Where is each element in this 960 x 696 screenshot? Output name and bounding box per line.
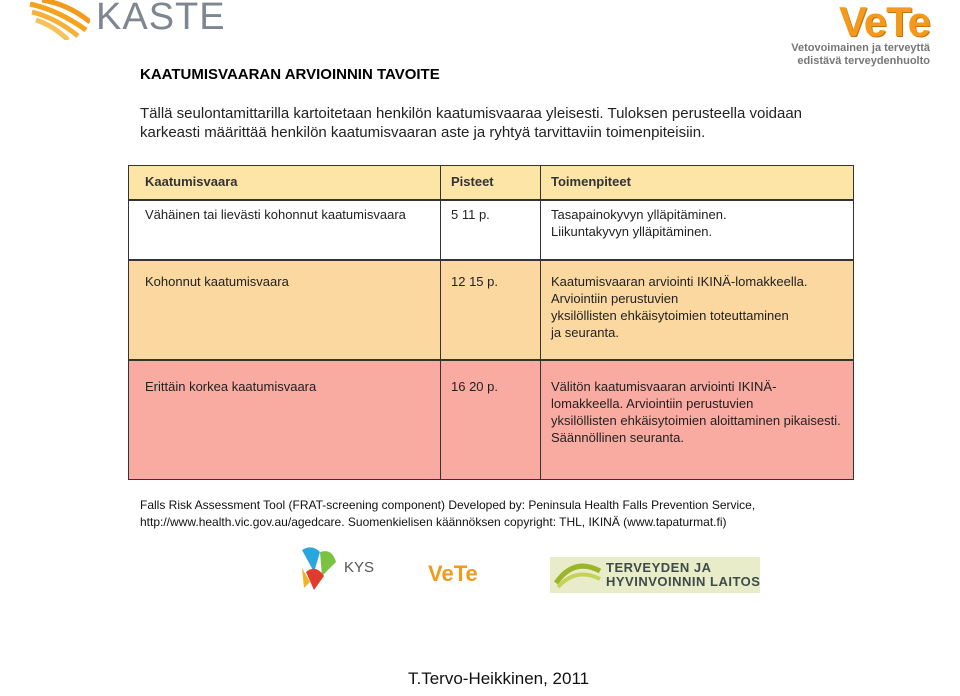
action-line: ja seuranta.: [551, 325, 619, 340]
action-line: Liikuntakyvyn ylläpitäminen.: [551, 224, 713, 239]
risk-label: Vähäinen tai lievästi kohonnut kaatumisvaara: [145, 207, 406, 222]
action-line: Säännöllinen seuranta.: [551, 430, 684, 445]
thl-swoosh-icon: [554, 561, 602, 589]
header-actions: Toimenpiteet: [551, 174, 631, 189]
actions-cell: [551, 273, 841, 341]
actions-cell: [551, 378, 841, 446]
risk-label: Erittäin korkea kaatumisvaara: [145, 379, 317, 394]
thl-line: HYVINVOINNIN LAITOS: [606, 574, 761, 589]
action-line: Tasapainokyvyn ylläpitäminen.: [551, 207, 727, 222]
vete-logo-small: VeTe: [428, 561, 478, 586]
action-line: Välitön kaatumisvaaran arviointi IKINÄ-: [551, 379, 777, 394]
points-value: 5 11 p.: [451, 207, 490, 222]
kaste-logo-mark: [28, 0, 90, 40]
action-line: lomakkeella. Arviointiin perustuvien: [551, 396, 754, 411]
action-line: yksilöllisten ehkäisytoimien aloittaminen pikaisesti.: [551, 413, 841, 428]
table-header-row: [128, 165, 854, 200]
risk-label: Kohonnut kaatumisvaara: [145, 274, 289, 289]
table-row: [128, 360, 854, 480]
points-value: 12 15 p.: [451, 274, 498, 289]
kys-logo: [300, 542, 384, 592]
points-value: 16 20 p.: [451, 379, 498, 394]
action-line: yksilöllisten ehkäisytoimien toteuttaminen: [551, 308, 789, 323]
thl-logo-text: [606, 561, 760, 589]
source-citation: [140, 497, 840, 531]
document-title: KAATUMISVAARAN ARVIOINNIN TAVOITE: [140, 66, 440, 83]
header-risk: Kaatumisvaara: [145, 174, 238, 189]
header-points: Pisteet: [451, 174, 494, 189]
source-line: Falls Risk Assessment Tool (FRAT-screening component) Developed by: Peninsula Health Falls Prevention Service,: [140, 498, 756, 512]
thl-line: TERVEYDEN JA: [606, 560, 712, 575]
kaste-logo-text: KASTE: [96, 0, 226, 38]
table-row: [128, 260, 854, 360]
kys-logo-text: KYS: [344, 559, 375, 576]
source-line: http://www.health.vic.gov.au/agedcare. Suomenkielisen käännöksen copyright: THL, IKINÄ (www.tapaturmat.fi): [140, 515, 727, 529]
actions-cell: [551, 206, 841, 240]
action-line: Kaatumisvaaran arviointi IKINÄ-lomakkeella.: [551, 274, 808, 289]
vete-logo-title: VeTe: [839, 0, 930, 45]
table-row: [128, 200, 854, 260]
author-credit: T.Tervo-Heikkinen, 2011: [408, 669, 590, 688]
action-line: Arviointiin perustuvien: [551, 291, 679, 306]
vete-tagline: Vetovoimainen ja terveyttä edistävä terveydenhuolto: [791, 42, 930, 67]
intro-paragraph: Tällä seulontamittarilla kartoitetaan henkilön kaatumisvaaraa yleisesti. Tuloksen perusteella voidaan karkeasti määrittää henkilön kaatumisvaaran aste ja ryhtyä tarvittaviin toimenpiteisiin.: [140, 105, 803, 141]
